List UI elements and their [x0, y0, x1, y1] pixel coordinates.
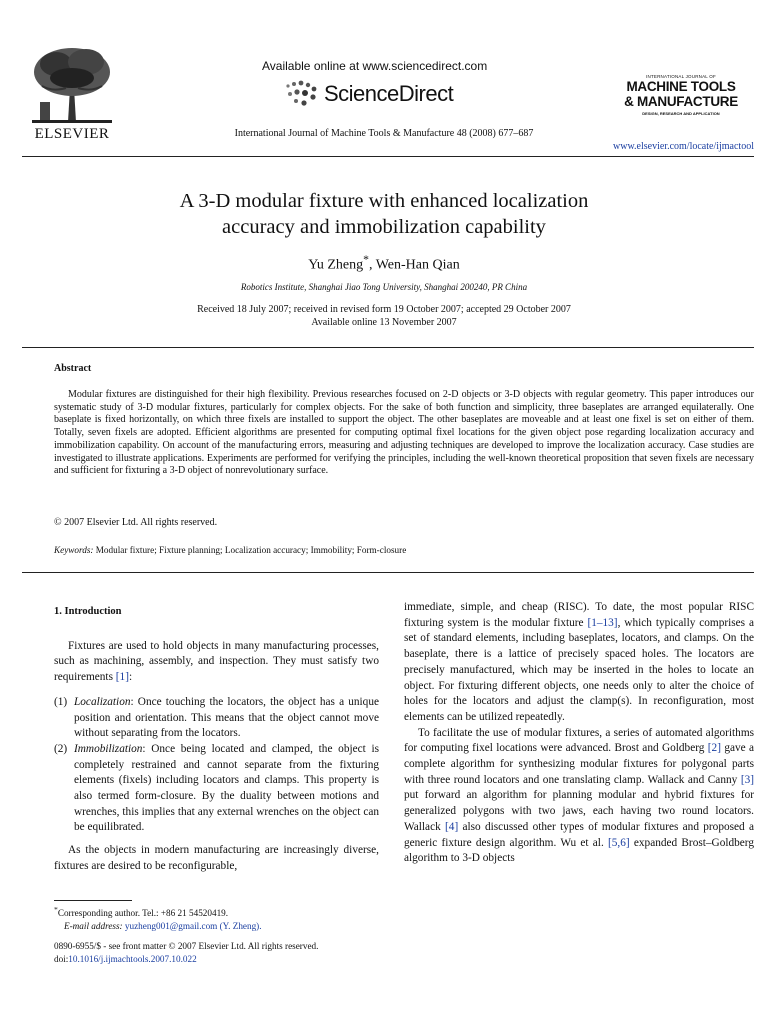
article-dates	[0, 303, 768, 329]
right-p2-text: also discussed other types of modular fixtures and proposed a generic fixture design algorithm. Wu et al.	[404, 820, 754, 849]
affiliation: Robotics Institute, Shanghai Jiao Tong University, Shanghai 200240, PR China	[240, 282, 528, 292]
right-p1-rest: , which typically comprises a set of standard elements, including baseplates, locators, and clamps. On the baseplate, there is a lattice of precisely spaced holes. The locators are precisely manufactured, which may be inserted in the holes to locate an object. For fixturing different objects, one needs only to alter the choice of holes for the locators and adjust the clamp(s). In reconfiguration, most elements can be utilized repeatedly.	[404, 616, 754, 723]
intro-p1-end: :	[128, 671, 133, 684]
journal-logo-small: INTERNATIONAL JOURNAL OF	[646, 74, 716, 79]
left-column	[54, 604, 379, 875]
available-date: Available online 13 November 2007	[311, 317, 457, 328]
author-1: Yu Zheng	[308, 257, 364, 273]
journal-logo-line1: MACHINE TOOLS	[626, 79, 736, 94]
right-paragraph-1	[404, 600, 754, 726]
list-item	[54, 695, 379, 742]
intro-paragraph-1	[54, 639, 379, 686]
sciencedirect-brand[interactable]	[284, 80, 453, 108]
doi-line	[54, 953, 318, 966]
email-label: E-mail address:	[64, 921, 123, 932]
doi-link[interactable]: 10.1016/j.ijmachtools.2007.10.022	[68, 954, 197, 964]
journal-logo	[617, 74, 745, 116]
corresponding-author-note: Corresponding author. Tel.: +86 21 54520419.	[57, 908, 229, 919]
author-list	[0, 253, 768, 274]
list-text	[74, 695, 379, 742]
footnote-line-2	[54, 920, 262, 933]
email-link[interactable]: yuzheng001@gmail.com (Y. Zheng).	[124, 921, 262, 932]
abstract-copyright: © 2007 Elsevier Ltd. All rights reserved.	[54, 517, 218, 528]
sciencedirect-wordmark: ScienceDirect	[324, 81, 454, 106]
keywords	[54, 545, 406, 555]
ref-link[interactable]: [5,6]	[608, 836, 630, 849]
right-paragraph-2	[404, 726, 754, 867]
footnote-line-1	[54, 903, 262, 920]
title-line-1: A 3-D modular fixture with enhanced localization	[179, 190, 589, 212]
list-label: Localization	[74, 695, 131, 708]
list-body: : Once touching the locators, the object has a unique position and orientation. This means that the object cannot move without separating from the locators.	[74, 695, 379, 740]
abstract-body	[54, 389, 754, 478]
list-number: (2)	[54, 742, 68, 755]
publisher-name: ELSEVIER	[34, 126, 110, 142]
corresponding-mark[interactable]: *	[363, 253, 369, 266]
author-2: Wen-Han Qian	[375, 257, 460, 273]
journal-citation: International Journal of Machine Tools & Manufacture 48 (2008) 677–687	[234, 128, 534, 139]
keywords-label: Keywords:	[54, 545, 94, 555]
journal-logo-line2: & MANUFACTURE	[624, 94, 738, 109]
list-text	[74, 742, 379, 836]
issn-line: 0890-6955/$ - see front matter © 2007 Elsevier Ltd. All rights reserved.	[54, 941, 319, 951]
author-separator: ,	[368, 257, 376, 273]
footnote	[54, 903, 262, 933]
ref-link[interactable]: [1]	[115, 671, 129, 684]
available-online-link[interactable]: Available online at www.sciencedirect.com	[262, 59, 488, 73]
header-rule	[22, 156, 754, 157]
right-p1-text: immediate, simple, and cheap (RISC). To date, the most popular RISC fixturing system is the modular fixture	[404, 601, 754, 629]
intro-paragraph-2: As the objects in modern manufacturing are increasingly diverse, fixtures are desired to be reconfigurable,	[54, 844, 379, 872]
ref-link[interactable]: [1–13]	[587, 616, 618, 629]
list-number: (1)	[54, 695, 68, 708]
ref-link[interactable]: [2]	[707, 742, 721, 755]
journal-url-link[interactable]: www.elsevier.com/locate/ijmactool	[613, 141, 754, 152]
right-p2-text: gave a complete algorithm for synthesizing modular fixtures for polygonal parts with three round locators and one translating clamp. Wallack and Canny	[404, 742, 754, 786]
doi-label: doi:	[54, 954, 69, 964]
ref-link[interactable]: [4]	[445, 820, 459, 833]
sciencedirect-dots-icon	[284, 80, 318, 108]
title-line-2: accuracy and immobilization capability	[222, 216, 546, 238]
keywords-list: Modular fixture; Fixture planning; Localization accuracy; Immobility; Form-closure	[93, 545, 407, 555]
abstract-heading: Abstract	[54, 363, 92, 374]
right-column	[404, 600, 754, 867]
received-dates: Received 18 July 2007; received in revised form 19 October 2007; accepted 29 October 2007	[197, 304, 571, 315]
abstract-bottom-rule	[22, 572, 754, 573]
right-p2-text: To facilitate the use of modular fixtures, a series of automated algorithms for computing fixel locations were advanced. Brost and Goldberg	[404, 726, 754, 755]
ref-link[interactable]: [3]	[740, 773, 754, 786]
journal-logo-tagline: DESIGN, RESEARCH AND APPLICATION	[642, 111, 720, 116]
section-heading-introduction: 1. Introduction	[54, 606, 122, 617]
abstract-top-rule	[22, 347, 754, 348]
list-body: : Once being located and clamped, the object is completely restrained and cannot separate from the fixturing elements (fixels) including locators and clamps. This property is also termed form-closure. By the duality between motions and wrenches, this implies that any external wrenches on the object can be equilibrated.	[74, 742, 379, 834]
article-title	[0, 188, 768, 240]
intro-p1-text: Fixtures are used to hold objects in many manufacturing processes, such as machining, assembly, and inspection. They must satisfy two requirements	[54, 639, 379, 684]
footnote-mark: *	[54, 905, 58, 914]
list-label: Immobilization	[74, 742, 143, 755]
right-p2-text: put forward an algorithm for planning modular and hybrid fixtures for generalized polygons with two jaws, each having two round locators. Wallack	[404, 789, 754, 833]
footnote-rule	[54, 900, 132, 901]
right-p2-text: expanded Brost–Goldberg algorithm to 3-D objects	[404, 836, 754, 865]
abstract-text: Modular fixtures are distinguished for their high flexibility. Previous researches focused on 2-D objects or 3-D objects with regular geometry. This paper introduces our systematic study of 3-D modular fixtures, particularly for complex objects. For the sake of both function and simplicity, three baseplates are arranged equilaterally. One baseplate is fixed horizontally, on which three fixels are installed to support the object. The other baseplates are moveable and at least one fixel is set on either of them. Totally, seven fixels are adopted. Efficient algorithms are presented for computing optimal fixel locations for the given object pose regarding localization accuracy and immobilization capability. On account of the manufacturing errors, measuring and adjusting techniques are developed to improve the localization accuracy. Case studies are investigated to illustrate applications. Experiments are performed for verifying the principles, including the well-known theoretical proposition that seven fixels are necessary and sufficient for fixturing a 3-D object of nonrevolutionary surface.	[54, 389, 754, 477]
issn-block	[54, 940, 318, 966]
list-item	[54, 742, 379, 836]
